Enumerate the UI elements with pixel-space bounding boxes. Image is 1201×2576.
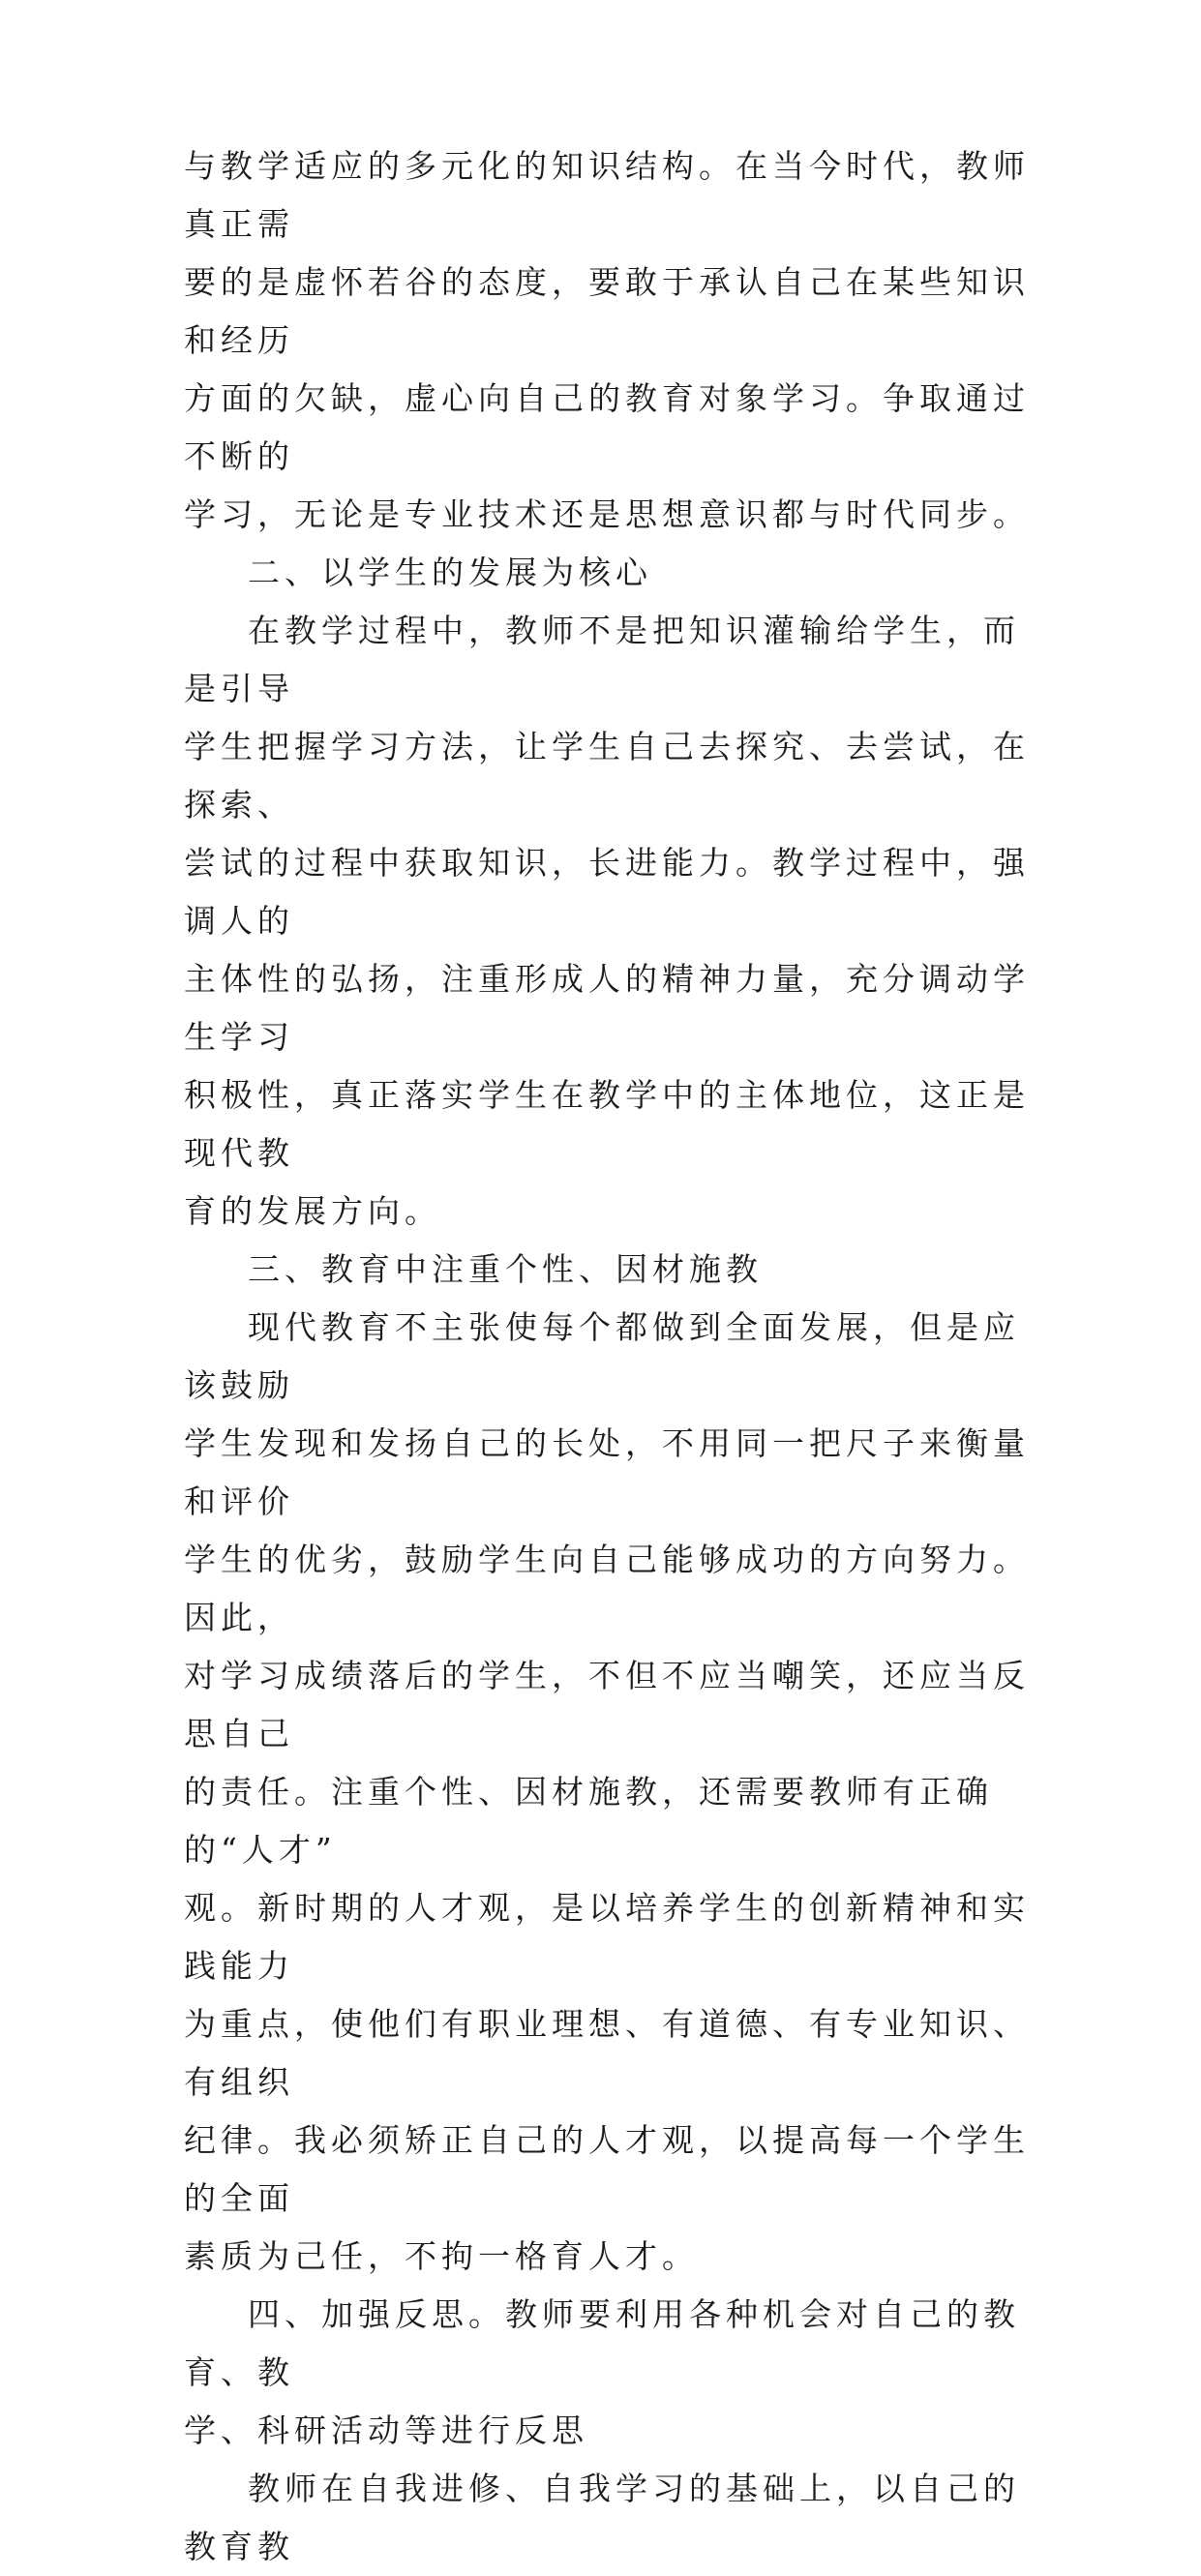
text-line: 方面的欠缺，虚心向自己的教育对象学习。争取通过不断的: [184, 379, 1030, 475]
text-line: 积极性，真正落实学生在教学中的主体地位，这正是现代教: [184, 1076, 1030, 1172]
text-line: 尝试的过程中获取知识，长进能力。教学过程中，强调人的: [184, 844, 1030, 940]
text-line: 要的是虚怀若谷的态度，要敢于承认自己在某些知识和经历: [184, 263, 1030, 359]
text-line: 学生的优劣，鼓励学生向自己能够成功的方向努力。因此，: [184, 1541, 1030, 1636]
text-line: 素质为己任，不拘一格育人才。: [184, 2237, 699, 2275]
text-line: 学生把握学习方法，让学生自己去探究、去尝试，在探索、: [184, 728, 1030, 824]
text-line: 学、科研活动等进行反思: [184, 2411, 588, 2449]
text-line: 的责任。注重个性、因材施教，还需要教师有正确的“人才”: [184, 1773, 993, 1869]
section-heading: [184, 2286, 1055, 2460]
text-line: 四、加强反思。教师要利用各种机会对自己的教育、教: [184, 2295, 1020, 2391]
text-line: 与教学适应的多元化的知识结构。在当今时代，教师真正需: [184, 147, 1030, 243]
text-line: 教师在自我进修、自我学习的基础上，以自己的教育教: [184, 2470, 1020, 2565]
body-paragraph: [184, 1299, 1055, 2286]
text-line: 在教学过程中，教师不是把知识灌输给学生，而是引导: [184, 612, 1020, 707]
text-line: 三、教育中注重个性、因材施教: [248, 1250, 763, 1288]
body-paragraph: [184, 602, 1055, 1241]
text-line: 学生发现和发扬自己的长处，不用同一把尺子来衡量和评价: [184, 1424, 1030, 1520]
text-line: 纪律。我必须矫正自己的人才观，以提高每一个学生的全面: [184, 2121, 1030, 2217]
text-line: 观。新时期的人才观，是以培养学生的创新精神和实践能力: [184, 1889, 1030, 1985]
body-paragraph: [184, 2460, 1055, 2576]
text-line: 学习，无论是专业技术还是思想意识都与时代同步。: [184, 495, 1030, 533]
section-heading: [184, 1241, 1055, 1299]
text-line: 二、以学生的发展为核心: [248, 554, 652, 591]
text-line: 育的发展方向。: [184, 1192, 441, 1230]
document-body: [184, 137, 1055, 2576]
text-line: 对学习成绩落后的学生，不但不应当嘲笑，还应当反思自己: [184, 1657, 1030, 1752]
text-line: 主体性的弘扬，注重形成人的精神力量，充分调动学生学习: [184, 960, 1030, 1056]
body-paragraph: [184, 137, 1055, 544]
section-heading: [184, 544, 1055, 602]
text-line: 现代教育不主张使每个都做到全面发展，但是应该鼓励: [184, 1308, 1020, 1404]
text-line: 为重点，使他们有职业理想、有道德、有专业知识、有组织: [184, 2005, 1030, 2101]
